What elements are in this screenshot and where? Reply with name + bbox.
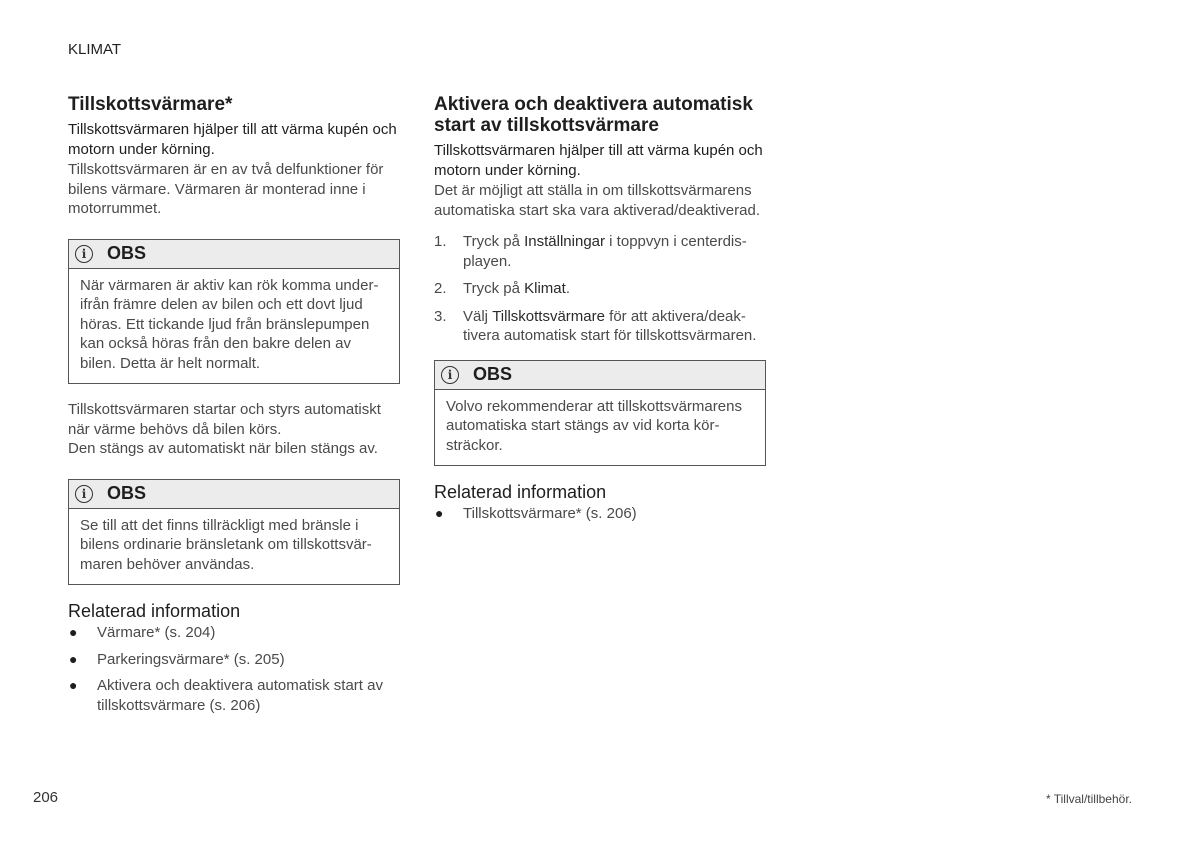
- related-link[interactable]: Tillskottsvärmare* (s. 206): [463, 505, 637, 522]
- related-link[interactable]: Aktivera och deaktivera automatisk start av tillskottsvärmare (s. 206): [97, 677, 383, 714]
- related-heading: Relaterad information: [68, 601, 241, 621]
- left-lead: Tillskottsvärmaren hjälper till att värma kupén och motorn under körning.: [68, 121, 397, 158]
- left-paragraph-1: Tillskottsvärmaren är en av två delfunktioner för bilens värmare. Värmaren är monterad inne i motorrummet.: [68, 161, 384, 217]
- note-title: OBS: [107, 243, 147, 263]
- related-item[interactable]: [68, 650, 400, 670]
- step-text-post: för att aktivera/deak-tivera automatisk start för tillskottsvärmaren.: [463, 307, 757, 344]
- info-icon: i: [75, 245, 93, 263]
- info-icon: i: [441, 366, 459, 384]
- right-paragraph-1: Det är möjligt att ställa in om tillskottsvärmarens automatiska start ska vara aktiverad/deaktiverad.: [434, 182, 760, 219]
- related-item[interactable]: [68, 623, 400, 643]
- related-link[interactable]: Värmare* (s. 204): [97, 624, 216, 641]
- note-title: OBS: [107, 483, 147, 503]
- right-lead: Tillskottsvärmaren hjälper till att värma kupén och motorn under körning.: [434, 142, 763, 179]
- left-paragraph-2: Tillskottsvärmaren startar och styrs automatiskt när värme behövs då bilen körs.: [68, 401, 381, 438]
- bullet-icon: ●: [69, 624, 78, 640]
- related-list: [68, 623, 400, 715]
- right-title: Aktivera och deaktivera automatisk start av tillskottsvärmare: [434, 94, 753, 136]
- related-link[interactable]: Parkeringsvärmare* (s. 205): [97, 650, 285, 668]
- step-item: [434, 232, 766, 271]
- note-text: Se till att det finns tillräckligt med bränsle i bilens ordinarie bränsletank om tillskottsvär-maren behöver användas.: [80, 516, 372, 573]
- left-column: [68, 94, 400, 722]
- step-text-post: i toppvyn i centerdis-playen.: [463, 233, 747, 270]
- footnote: * Tillval/tillbehör.: [1045, 792, 1132, 806]
- step-text-pre: Tryck på: [463, 233, 525, 250]
- note-header: [435, 361, 765, 390]
- step-text-post: .: [565, 280, 570, 297]
- bullet-icon: ●: [69, 677, 78, 693]
- step-text-pre: Tryck på: [463, 280, 525, 297]
- note-header: [69, 240, 399, 269]
- note-box-3: [434, 360, 766, 467]
- step-highlight: Klimat: [524, 280, 566, 297]
- info-icon: i: [75, 485, 93, 503]
- related-item[interactable]: [434, 504, 766, 524]
- related-item[interactable]: [68, 676, 400, 715]
- step-number: 3.: [434, 307, 447, 325]
- note-text: Volvo rekommenderar att tillskottsvärmarens automatiska start stängs av vid korta kör-sträckor.: [446, 397, 742, 454]
- step-item: [434, 307, 766, 346]
- note-box-1: [68, 239, 400, 385]
- steps-list: [434, 232, 766, 346]
- step-number: 2.: [434, 280, 447, 297]
- left-title: Tillskottsvärmare*: [68, 94, 233, 115]
- bullet-icon: ●: [435, 505, 444, 521]
- note-header: [69, 480, 399, 509]
- note-box-2: [68, 479, 400, 586]
- bullet-icon: ●: [69, 650, 78, 667]
- right-column: [434, 94, 766, 531]
- step-highlight: Tillskottsvärmare: [492, 307, 605, 325]
- step-number: 1.: [434, 233, 447, 250]
- note-title: OBS: [473, 364, 513, 384]
- note-text: När värmaren är aktiv kan rök komma under-ifrån främre delen av bilen och ett dovt ljud höras. Ett tickande ljud från bränslepumpen kan också höras från den bakre delen av bilen. Detta är helt normalt.: [80, 276, 379, 372]
- step-text-pre: Välj: [463, 307, 493, 325]
- step-highlight: Inställningar: [524, 233, 606, 250]
- step-item: [434, 279, 766, 299]
- related-heading: Relaterad information: [434, 482, 607, 502]
- related-list: [434, 504, 766, 524]
- left-paragraph-3: Den stängs av automatiskt när bilen stängs av.: [68, 440, 378, 457]
- page-number: 206: [33, 789, 59, 806]
- section-label: KLIMAT: [68, 41, 122, 58]
